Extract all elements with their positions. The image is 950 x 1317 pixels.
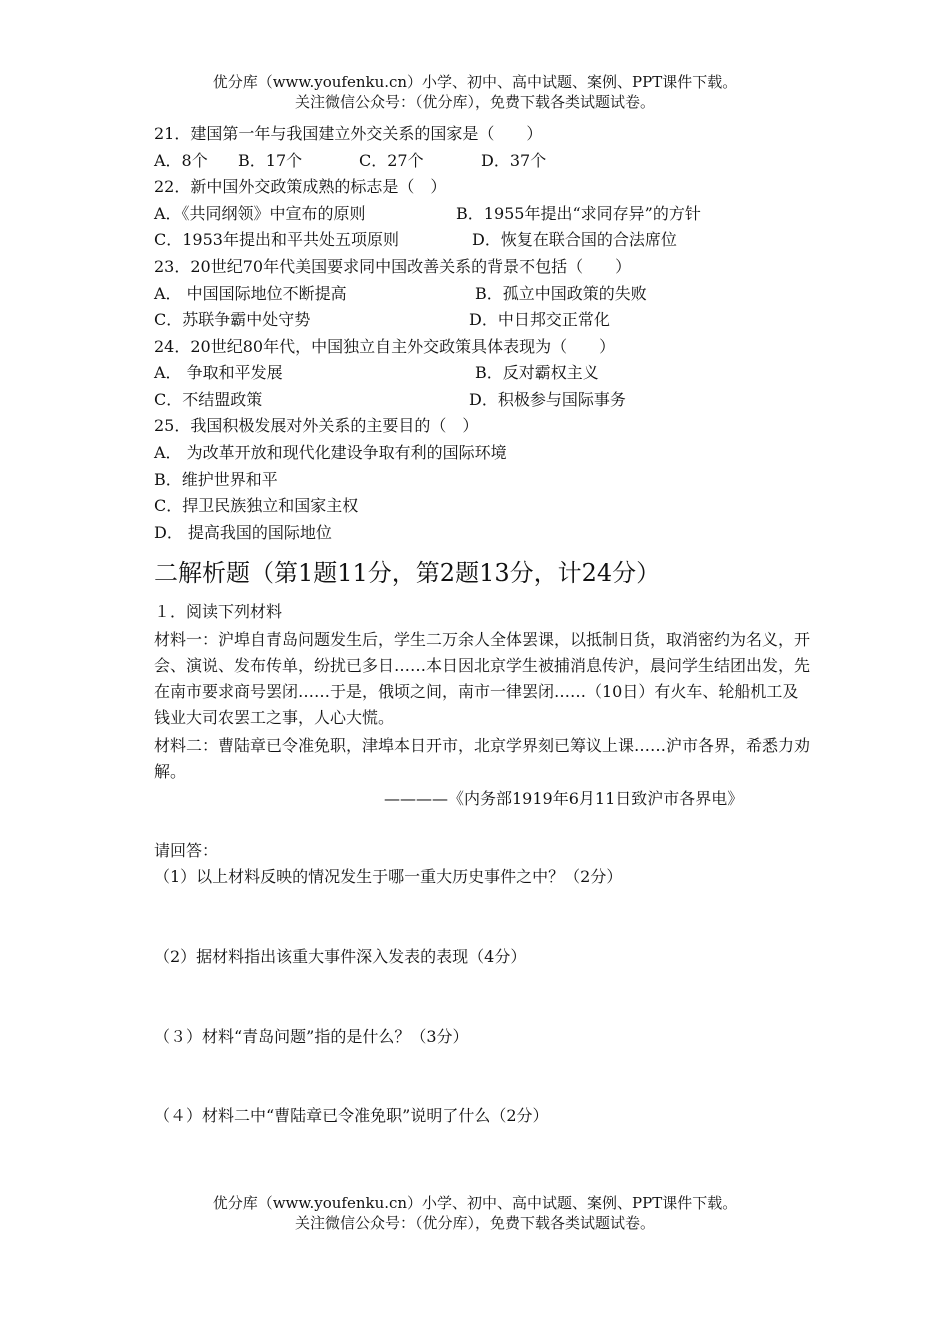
material-two: 材料二：曹陆章已令准免职，津埠本日开市，北京学界刻已筹议上课……沪市各界，希悉力劝解。 [154, 736, 811, 781]
q22-option-a: A．《共同纲领》中宣布的原则 [154, 204, 366, 223]
footer-line-1: 优分库（www.youfenku.cn）小学、初中、高中试题、案例、PPT课件下载。 [212, 1194, 738, 1212]
header-line-1: 优分库（www.youfenku.cn）小学、初中、高中试题、案例、PPT课件下载。 [212, 73, 738, 91]
q24-stem: 24．20世纪80年代，中国独立自主外交政策具体表现为（ ） [154, 337, 616, 356]
header-line-2: 关注微信公众号：（优分库），免费下载各类试题试卷。 [294, 93, 655, 111]
q21-option-b: B．17个 [238, 151, 303, 170]
q23-stem: 23．20世纪70年代美国要求同中国改善关系的背景不包括（ ） [154, 257, 632, 276]
q25-option-c: C．捍卫民族独立和国家主权 [154, 496, 359, 515]
q21-option-d: D．37个 [481, 151, 547, 170]
subquestion-2: （2）据材料指出该重大事件深入发表的表现（4分） [154, 947, 527, 966]
q23-option-d: D．中日邦交正常化 [469, 310, 610, 329]
q25-option-b: B．维护世界和平 [154, 470, 278, 489]
q21-stem: 21．建国第一年与我国建立外交关系的国家是（ ） [154, 124, 543, 143]
answer-prompt: 请回答： [154, 841, 219, 860]
q25-option-a: A． 为改革开放和现代化建设争取有利的国际环境 [154, 443, 507, 462]
q22-option-d: D．恢复在联合国的合法席位 [472, 230, 677, 249]
section-title: 二解析题（第1题11分，第2题13分，计24分） [154, 559, 661, 587]
q23-option-a: A． 中国国际地位不断提高 [154, 284, 347, 303]
q24-option-a: A． 争取和平发展 [154, 363, 283, 382]
subquestion-4: （４）材料二中“曹陆章已令准免职”说明了什么（2分） [154, 1106, 549, 1125]
q21-option-c: C．27个 [359, 151, 424, 170]
material-one: 材料一：沪埠自青岛问题发生后，学生二万余人全体罢课，以抵制日货，取消密约为名义，开会、演说、发布传单，纷扰已多日……本日因北京学生被捕消息传沪，晨问学生结团出发，先在南市要求商号罢闭……于是，俄顷之间，南市一律罢闭……（10日）有火车、轮船机工及钱业大司农罢工之事，人心大慌。 [154, 630, 811, 727]
reading-intro: １．阅读下列材料 [154, 602, 283, 621]
subquestion-3: （３）材料“青岛问题”指的是什么？（3分） [154, 1027, 469, 1046]
q24-option-c: C．不结盟政策 [154, 390, 263, 409]
q22-stem: 22．新中国外交政策成熟的标志是（ ） [154, 177, 447, 196]
material-source: ————《内务部1919年6月11日致沪市各界电》 [384, 789, 744, 808]
q24-option-d: D．积极参与国际事务 [469, 390, 626, 409]
q22-option-b: B．1955年提出“求同存异”的方针 [456, 204, 701, 223]
q21-option-a: A．8个 [154, 151, 208, 170]
q25-stem: 25．我国积极发展对外关系的主要目的（ ） [154, 416, 479, 435]
q24-option-b: B．反对霸权主义 [475, 363, 599, 382]
subquestion-1: （1）以上材料反映的情况发生于哪一重大历史事件之中？（2分） [154, 867, 623, 886]
q25-option-d: D． 提高我国的国际地位 [154, 523, 332, 542]
q22-option-c: C．1953年提出和平共处五项原则 [154, 230, 399, 249]
q23-option-c: C．苏联争霸中处守势 [154, 310, 311, 329]
footer-line-2: 关注微信公众号：（优分库），免费下载各类试题试卷。 [294, 1214, 655, 1232]
q23-option-b: B．孤立中国政策的失败 [475, 284, 647, 303]
